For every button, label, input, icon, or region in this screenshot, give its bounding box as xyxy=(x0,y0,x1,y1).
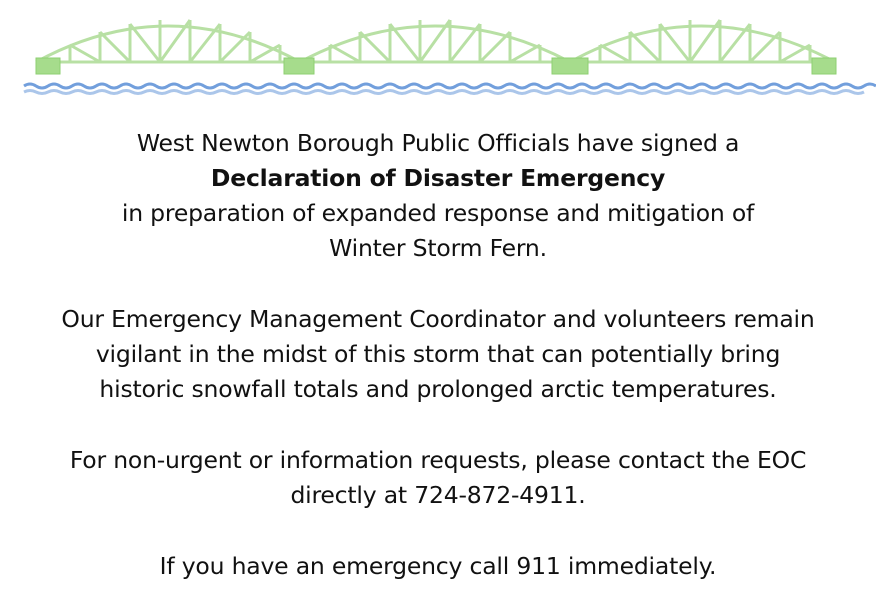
contact-phone-line: directly at 724-872-4911. xyxy=(290,481,586,509)
bridge-logo-icon xyxy=(0,0,876,105)
coordinator-line-3: historic snowfall totals and prolonged arctic temperatures. xyxy=(99,375,777,403)
intro-line-4: Winter Storm Fern. xyxy=(329,234,547,262)
bridge-piers xyxy=(36,58,836,74)
emergency-line: If you have an emergency call 911 immediately. xyxy=(159,552,717,580)
paragraph-spacer xyxy=(0,407,876,443)
coordinator-line-1: Our Emergency Management Coordinator and volunteers remain xyxy=(61,305,815,333)
intro-line-3: in preparation of expanded response and mitigation of xyxy=(121,199,755,227)
announcement-body xyxy=(0,126,876,584)
declaration-title: Declaration of Disaster Emergency xyxy=(210,164,666,192)
coordinator-line-2: vigilant in the midst of this storm that can potentially bring xyxy=(95,340,781,368)
contact-line-1: For non-urgent or information requests, please contact the EOC xyxy=(69,446,807,474)
paragraph-spacer xyxy=(0,513,876,549)
bridge-trusses xyxy=(36,20,835,62)
paragraph-spacer xyxy=(0,266,876,302)
bridge-banner xyxy=(0,0,876,105)
intro-line-1: West Newton Borough Public Officials have signed a xyxy=(136,129,740,157)
water-waves xyxy=(24,84,876,94)
